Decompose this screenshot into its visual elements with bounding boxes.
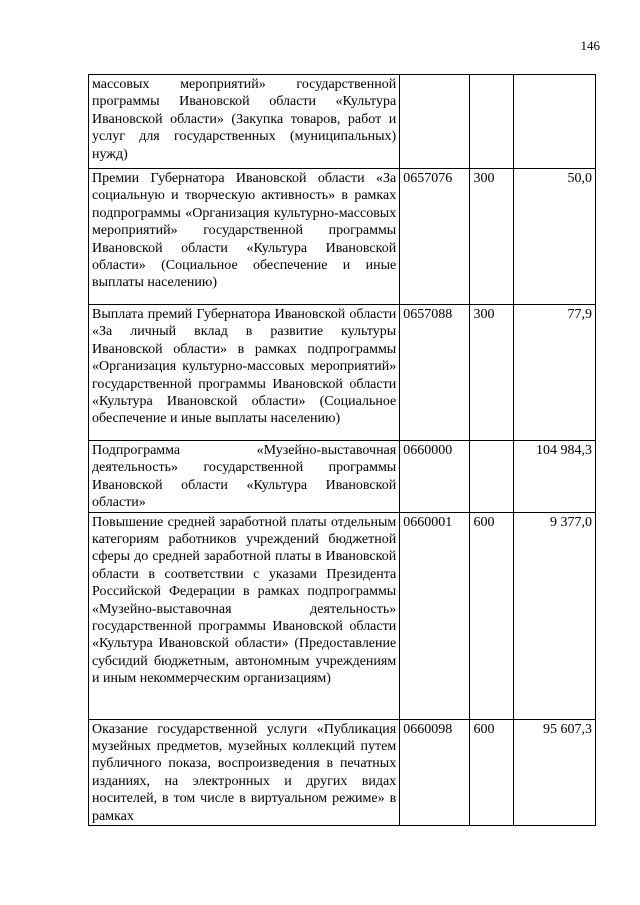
table-row xyxy=(89,169,596,305)
row-code: 0660098 xyxy=(400,719,470,825)
row-expense-type: 600 xyxy=(470,512,513,719)
table-row xyxy=(89,441,596,513)
row-expense-type: 300 xyxy=(470,169,513,305)
table-row xyxy=(89,305,596,441)
row-code: 0660000 xyxy=(400,441,470,513)
row-expense-type: 600 xyxy=(470,719,513,825)
row-expense-type xyxy=(470,441,513,513)
page-number: 146 xyxy=(580,38,600,53)
row-sum: 77,9 xyxy=(513,305,595,441)
row-sum: 50,0 xyxy=(513,169,595,305)
row-code: 0657088 xyxy=(400,305,470,441)
row-name: Премии Губернатора Ивановской области «За социальную и творческую активность» в рамках подпрограммы «Организация культурно-массовых мероприятий» государственной программы Ивановской области «Культура Ивановской области» (Социальное обеспечение и иные выплаты населению) xyxy=(89,169,400,305)
row-sum: 95 607,3 xyxy=(513,719,595,825)
row-code: 0660001 xyxy=(400,512,470,719)
row-expense-type: 300 xyxy=(470,305,513,441)
row-name: Повышение средней заработной платы отдельным категориям работников учреждений бюджетной сферы до средней заработной платы в Ивановской области в соответствии с указами Президента Российской Федерации в рамках подпрограммы «Музейно-выставочная деятельность» государственной программы Ивановской области «Культура Ивановской области» (Предоставление субсидий бюджетным, автономным учреждениям и иным некоммерческим организациям) xyxy=(89,512,400,719)
row-code xyxy=(400,75,470,169)
row-name: Подпрограмма «Музейно-выставочная деятельность» государственной программы Ивановской области «Культура Ивановской области» xyxy=(89,441,400,513)
table-row xyxy=(89,512,596,719)
table-row xyxy=(89,75,596,169)
row-sum xyxy=(513,75,595,169)
row-name: Выплата премий Губернатора Ивановской области «За личный вклад в развитие культуры Ивановской области» в рамках подпрограммы «Организация культурно-массовых мероприятий» государственной программы Ивановской области «Культура Ивановской области» (Социальное обеспечение и иные выплаты населению) xyxy=(89,305,400,441)
table-row xyxy=(89,719,596,825)
row-sum: 9 377,0 xyxy=(513,512,595,719)
row-expense-type xyxy=(470,75,513,169)
row-sum: 104 984,3 xyxy=(513,441,595,513)
row-code: 0657076 xyxy=(400,169,470,305)
row-name: массовых мероприятий» государственной программы Ивановской области «Культура Ивановской области» (Закупка товаров, работ и услуг для государственных (муниципальных) нужд) xyxy=(89,75,400,169)
row-name: Оказание государственной услуги «Публикация музейных предметов, музейных коллекций путем публичного показа, воспроизведения в печатных изданиях, на электронных и других видах носителей, в том числе в виртуальном режиме» в рамках xyxy=(89,719,400,825)
budget-table xyxy=(88,74,596,826)
